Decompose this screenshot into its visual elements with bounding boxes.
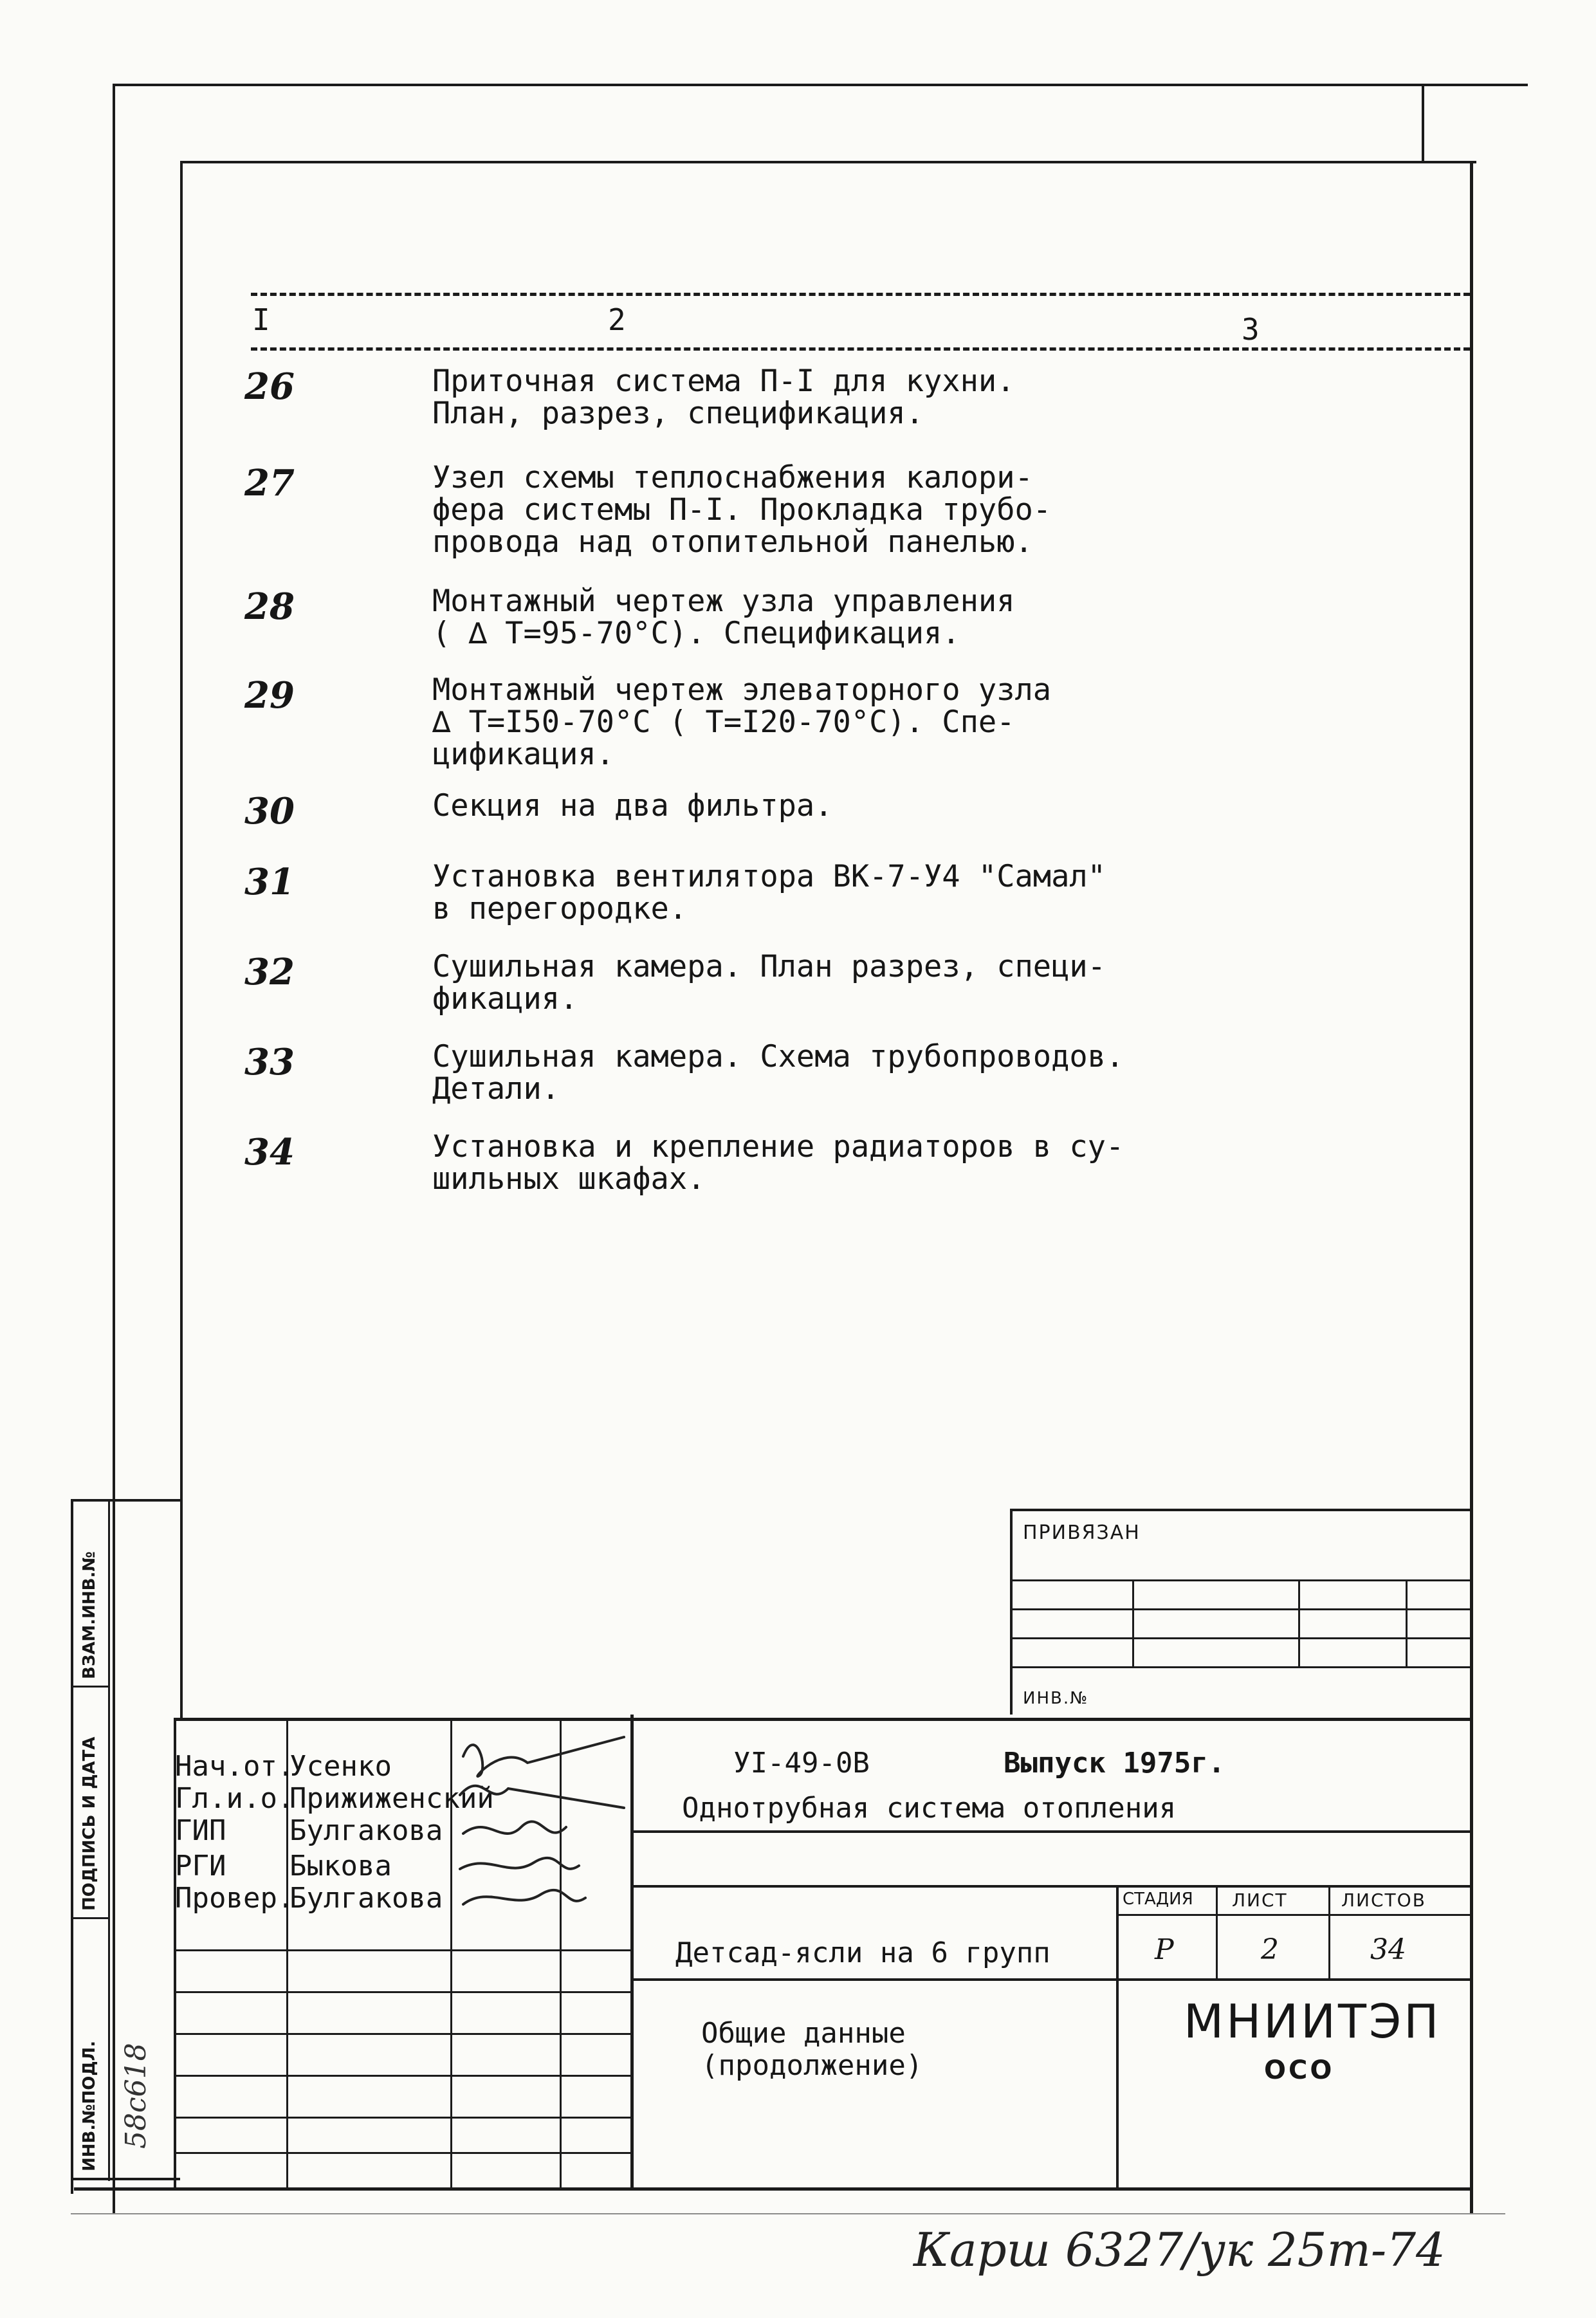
sheets-label: ЛИСТОВ: [1341, 1890, 1426, 1911]
item-number: 32: [244, 951, 295, 993]
column-2-label: 2: [608, 302, 626, 337]
role-3: ГИП: [175, 1814, 226, 1847]
name-3: Булгакова: [289, 1814, 443, 1847]
outer-frame-top: [113, 84, 1528, 86]
header-dash-bottom: [251, 347, 1470, 351]
signature-date-label: ПОДПИСЬ И ДАТА: [80, 1736, 99, 1911]
item-number: 27: [244, 462, 295, 504]
item-text: Монтажный чертеж узла управления ( ∆ T=95-70°C). Спецификация.: [432, 584, 1015, 651]
document-code: УI-49-0В: [733, 1747, 870, 1780]
item-number: 29: [244, 674, 295, 717]
signatures-drawing: [450, 1718, 630, 1930]
item-text: Установка вентилятора ВК-7-У4 "Самал" в перегородке.: [432, 859, 1106, 926]
role-1: Нач.от.: [175, 1750, 295, 1783]
inv-podl-label: ИНВ.№ПОДЛ.: [80, 2041, 99, 2171]
page-bottom-edge: [71, 2213, 1505, 2214]
organization-name: МНИИТЭП: [1184, 1994, 1442, 2048]
column-3-label: 3: [1242, 312, 1260, 347]
doc-title-line-2: (продолжение): [701, 2049, 923, 2082]
inner-frame-left: [180, 161, 183, 1718]
name-2: Прижиженский: [289, 1782, 494, 1815]
item-number: 33: [244, 1041, 295, 1083]
role-2: Гл.и.о.: [175, 1782, 295, 1815]
item-text: Секция на два фильтра.: [432, 788, 833, 823]
column-1-label: I: [252, 302, 270, 337]
inv-podl-value: 58с618: [120, 2043, 152, 2149]
stage-label: СТАДИЯ: [1123, 1890, 1193, 1909]
name-5: Булгакова: [289, 1882, 443, 1915]
department-name: ОСО: [1264, 2056, 1335, 2085]
item-text: Приточная система П-I для кухни. План, разрез, спецификация.: [432, 363, 1015, 431]
item-text: Сушильная камера. Схема трубопроводов. Детали.: [432, 1039, 1124, 1107]
item-number: 34: [244, 1131, 295, 1173]
inner-frame-right: [1470, 161, 1473, 2213]
item-text: Узел схемы теплоснабжения калори- фера системы П-I. Прокладка трубо- провода над отопительной панелью.: [432, 460, 1052, 560]
role-5: Провер.: [175, 1882, 295, 1915]
project-name: Детсад-ясли на 6 групп: [675, 1936, 1050, 1969]
item-text: Сушильная камера. План разрез, специ- фикация.: [432, 949, 1106, 1016]
archive-handwritten-note: Карш 6327/ук 25т-74: [913, 2223, 1445, 2277]
sheet-label: ЛИСТ: [1232, 1890, 1288, 1911]
issue-year: Выпуск 1975г.: [1004, 1747, 1225, 1780]
inv-number-label: ИНВ.№: [1023, 1689, 1089, 1708]
outer-frame-left: [113, 84, 115, 2213]
role-4: РГИ: [175, 1850, 226, 1882]
item-text: Монтажный чертеж элеваторного узла ∆ T=I50-70°C ( T=I20-70°C). Спе- цификация.: [432, 672, 1052, 772]
stage-value: Р: [1155, 1933, 1174, 1966]
item-number: 30: [244, 790, 295, 832]
system-name: Однотрубная система отопления: [682, 1792, 1177, 1825]
name-4: Быкова: [289, 1850, 392, 1882]
inner-frame-top: [180, 161, 1476, 163]
header-dash-top: [251, 293, 1470, 296]
binding-label: ПРИВЯЗАН: [1023, 1522, 1141, 1544]
vzam-inv-label: ВЗАМ.ИНВ.№: [80, 1551, 99, 1679]
doc-title-line-1: Общие данные: [701, 2017, 906, 2050]
inner-frame-bottom: [74, 2187, 1473, 2191]
sheets-value: 34: [1370, 1933, 1406, 1966]
sheet-value: 2: [1261, 1933, 1279, 1966]
item-number: 31: [244, 861, 295, 903]
name-1: Усенко: [289, 1750, 392, 1783]
outer-frame-mark: [1422, 84, 1424, 161]
item-text: Установка и крепление радиаторов в су- шильных шкафах.: [432, 1129, 1124, 1197]
item-number: 28: [244, 585, 295, 628]
item-number: 26: [244, 365, 295, 408]
